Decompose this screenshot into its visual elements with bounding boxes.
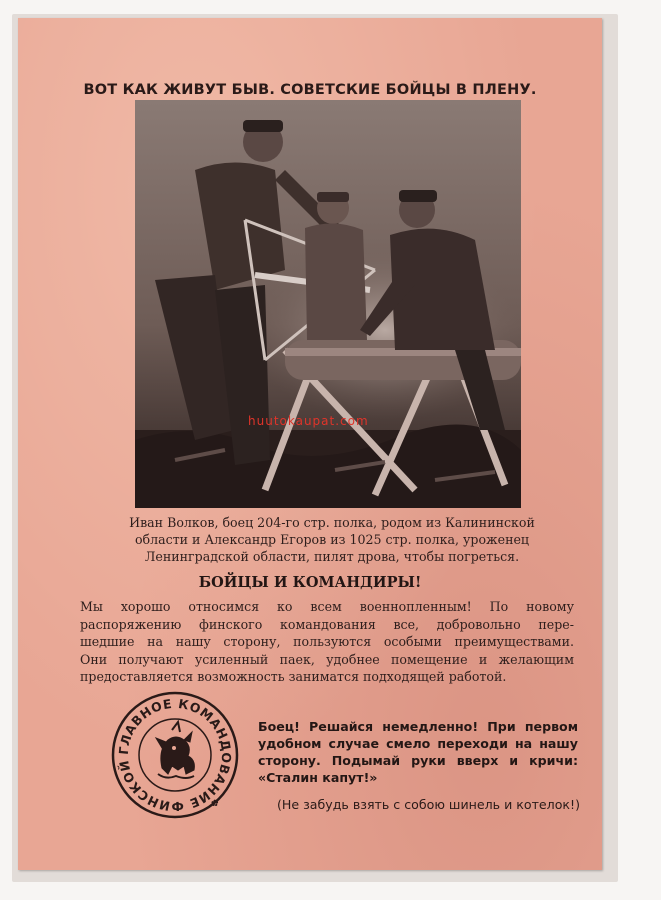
watermark: huutokaupat.com (248, 414, 369, 428)
leaflet (18, 18, 602, 870)
appeal-line: сторону. Подымай руки вверх и кричи: (258, 753, 578, 768)
appeal-line: удобном случае смело переходи на нашу (258, 736, 578, 751)
seal-stamp (110, 690, 240, 820)
photo-caption (94, 514, 570, 565)
photo (135, 100, 521, 508)
finnish-lion-emblem-icon (156, 722, 194, 778)
photo-illustration (135, 100, 521, 508)
footnote: (Не забудь взять с собою шинель и котелок!) (276, 797, 580, 812)
seal-rosette-icon: ✿ (211, 799, 219, 809)
appeal-text (258, 718, 578, 786)
appeal-line: Боец! Решайся немедленно! При первом (258, 719, 578, 734)
caption-line: Ленинградской области, пилят дрова, чтобы погреться. (144, 549, 520, 564)
body-line: шедшие на нашу сторону, пользуются особыми преимуществами. (80, 634, 574, 649)
body-line: Мы хорошо относимся ко всем военнопленным! По новому (80, 599, 574, 614)
body-line: распоряжению финского командования все, добровольно пере- (80, 616, 574, 632)
appeal-line: «Сталин капут!» (258, 770, 378, 785)
body-line: Они получают усиленный паек, удобнее помещение и желающим (80, 651, 574, 667)
finnish-army-seal-icon (110, 690, 240, 820)
body-line: предоставляется возможность заниматся подходящей работой. (80, 669, 507, 684)
caption-line: области и Александр Егоров из 1025 стр. полка, уроженец (134, 532, 530, 547)
caption-line: Иван Волков, боец 204-го стр. полка, родом из Калининской (129, 515, 535, 530)
headline: ВОТ КАК ЖИВУТ БЫВ. СОВЕТСКИЕ БОЙЦЫ В ПЛЕНУ. (83, 82, 537, 98)
subheading: БОЙЦЫ И КОМАНДИРЫ! (198, 574, 422, 591)
seal-text: ГЛАВНОЕ КОМАНДОВАНИЕ ФИНСКОЙ (115, 695, 235, 815)
body-text (80, 598, 574, 686)
